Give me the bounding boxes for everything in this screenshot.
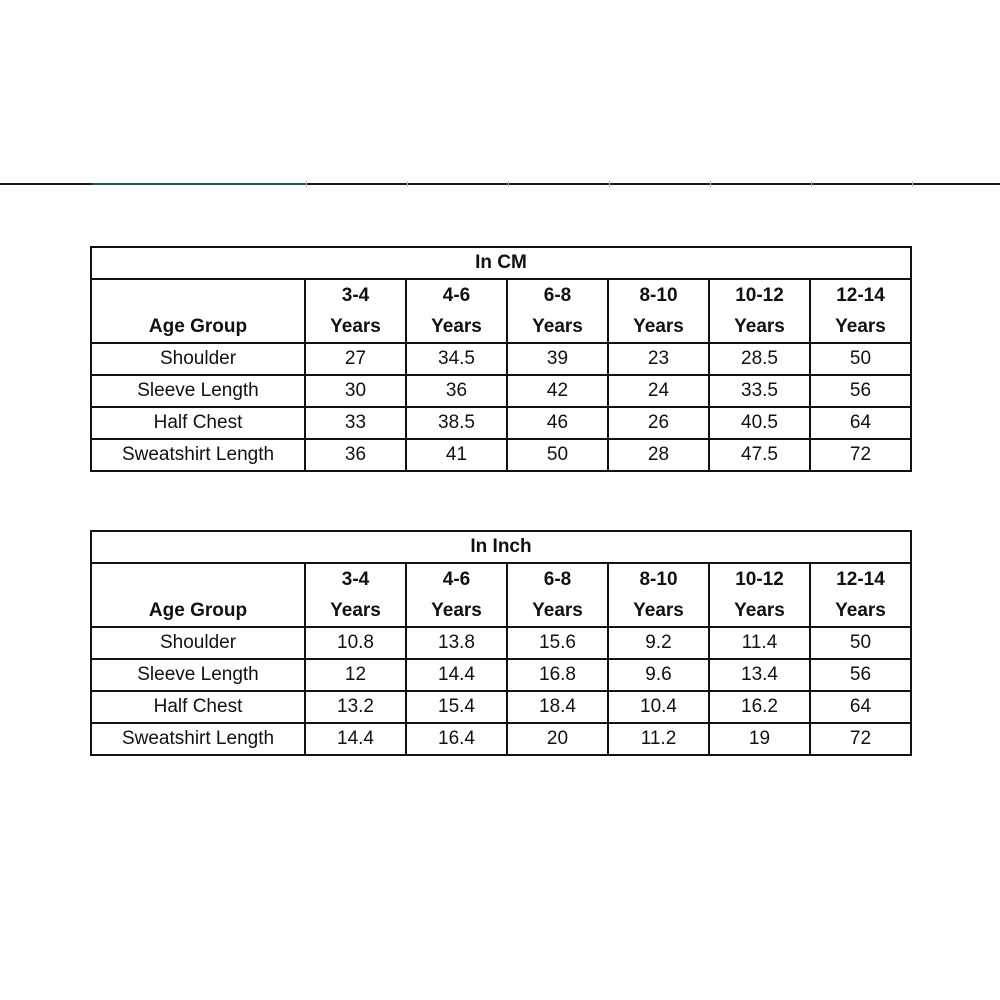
divider-tick (912, 181, 913, 187)
table-cell: 34.5 (406, 343, 507, 375)
column-range: 10-12 (735, 569, 784, 590)
column-unit: Years (633, 600, 684, 621)
table-cell: 14.4 (406, 659, 507, 691)
column-header (608, 563, 709, 627)
column-unit: Years (835, 316, 886, 337)
column-header (507, 279, 608, 343)
row-label: Sleeve Length (91, 375, 305, 407)
table-cell: 56 (810, 659, 911, 691)
row-label: Shoulder (91, 627, 305, 659)
column-header (709, 563, 810, 627)
table-cell: 50 (810, 343, 911, 375)
table-cell: 28.5 (709, 343, 810, 375)
table-cell: 16.2 (709, 691, 810, 723)
table-cell: 38.5 (406, 407, 507, 439)
table-cell: 42 (507, 375, 608, 407)
column-header (507, 563, 608, 627)
table-cell: 40.5 (709, 407, 810, 439)
row-label: Half Chest (91, 407, 305, 439)
column-header (810, 279, 911, 343)
table-title: In CM (91, 247, 911, 279)
table-cell: 46 (507, 407, 608, 439)
table-row (91, 723, 911, 755)
table-cell: 15.6 (507, 627, 608, 659)
divider-tick (710, 181, 711, 187)
column-range: 3-4 (341, 285, 370, 306)
column-unit: Years (330, 600, 381, 621)
table-cell: 20 (507, 723, 608, 755)
column-unit: Years (835, 600, 886, 621)
table-cell: 11.2 (608, 723, 709, 755)
table-row (91, 627, 911, 659)
table-row (91, 375, 911, 407)
table-row (91, 659, 911, 691)
table-cell: 47.5 (709, 439, 810, 471)
divider-tick (609, 181, 610, 187)
row-label: Sweatshirt Length (91, 439, 305, 471)
table-title: In Inch (91, 531, 911, 563)
divider-tick (306, 181, 307, 187)
column-unit: Years (532, 600, 583, 621)
table-cell: 36 (305, 439, 406, 471)
table-cell: 10.8 (305, 627, 406, 659)
table-cell: 33 (305, 407, 406, 439)
table-cell: 27 (305, 343, 406, 375)
column-unit: Years (633, 316, 684, 337)
row-label: Shoulder (91, 343, 305, 375)
column-range: 3-4 (341, 569, 370, 590)
table-cell: 15.4 (406, 691, 507, 723)
column-range: 8-10 (639, 569, 678, 590)
table-cell: 28 (608, 439, 709, 471)
size-table-cm (90, 246, 912, 472)
table-cell: 11.4 (709, 627, 810, 659)
column-header (305, 563, 406, 627)
size-table-inch (90, 530, 912, 756)
table-header-row (91, 563, 911, 627)
table-cell: 14.4 (305, 723, 406, 755)
table-cell: 30 (305, 375, 406, 407)
table-row (91, 439, 911, 471)
table-cell: 50 (507, 439, 608, 471)
divider-tick (811, 181, 812, 187)
column-header (608, 279, 709, 343)
row-label: Sleeve Length (91, 659, 305, 691)
row-label: Sweatshirt Length (91, 723, 305, 755)
table-cell: 33.5 (709, 375, 810, 407)
table-title-row (91, 531, 911, 563)
column-header (305, 279, 406, 343)
column-range: 12-14 (836, 285, 885, 306)
table-cell: 41 (406, 439, 507, 471)
column-header (810, 563, 911, 627)
column-unit: Years (734, 600, 785, 621)
table-cell: 72 (810, 439, 911, 471)
table-cell: 64 (810, 691, 911, 723)
table-cell: 13.4 (709, 659, 810, 691)
table-cell: 64 (810, 407, 911, 439)
table-cell: 13.8 (406, 627, 507, 659)
table-cell: 24 (608, 375, 709, 407)
column-range: 6-8 (543, 569, 572, 590)
table-cell: 16.8 (507, 659, 608, 691)
column-unit: Years (330, 316, 381, 337)
table-cell: 12 (305, 659, 406, 691)
column-range: 4-6 (442, 285, 471, 306)
table-cell: 10.4 (608, 691, 709, 723)
table-row (91, 691, 911, 723)
table-cell: 13.2 (305, 691, 406, 723)
table-cell: 18.4 (507, 691, 608, 723)
column-range: 8-10 (639, 285, 678, 306)
table-cell: 36 (406, 375, 507, 407)
table-header-row (91, 279, 911, 343)
table-row (91, 407, 911, 439)
column-unit: Years (734, 316, 785, 337)
table-cell: 72 (810, 723, 911, 755)
column-header (406, 563, 507, 627)
table-cell: 39 (507, 343, 608, 375)
column-header (406, 279, 507, 343)
column-range: 10-12 (735, 285, 784, 306)
column-range: 6-8 (543, 285, 572, 306)
column-range: 4-6 (442, 569, 471, 590)
column-unit: Years (431, 316, 482, 337)
age-group-header: Age Group (91, 563, 305, 627)
table-cell: 9.2 (608, 627, 709, 659)
column-range: 12-14 (836, 569, 885, 590)
table-title-row (91, 247, 911, 279)
table-cell: 16.4 (406, 723, 507, 755)
column-unit: Years (431, 600, 482, 621)
table-cell: 19 (709, 723, 810, 755)
top-divider-ticks (0, 181, 1000, 187)
table-cell: 56 (810, 375, 911, 407)
divider-tick (407, 181, 408, 187)
row-label: Half Chest (91, 691, 305, 723)
table-row (91, 343, 911, 375)
table-cell: 23 (608, 343, 709, 375)
table-cell: 50 (810, 627, 911, 659)
column-unit: Years (532, 316, 583, 337)
divider-tick (508, 181, 509, 187)
column-header (709, 279, 810, 343)
age-group-header: Age Group (91, 279, 305, 343)
table-cell: 26 (608, 407, 709, 439)
table-cell: 9.6 (608, 659, 709, 691)
